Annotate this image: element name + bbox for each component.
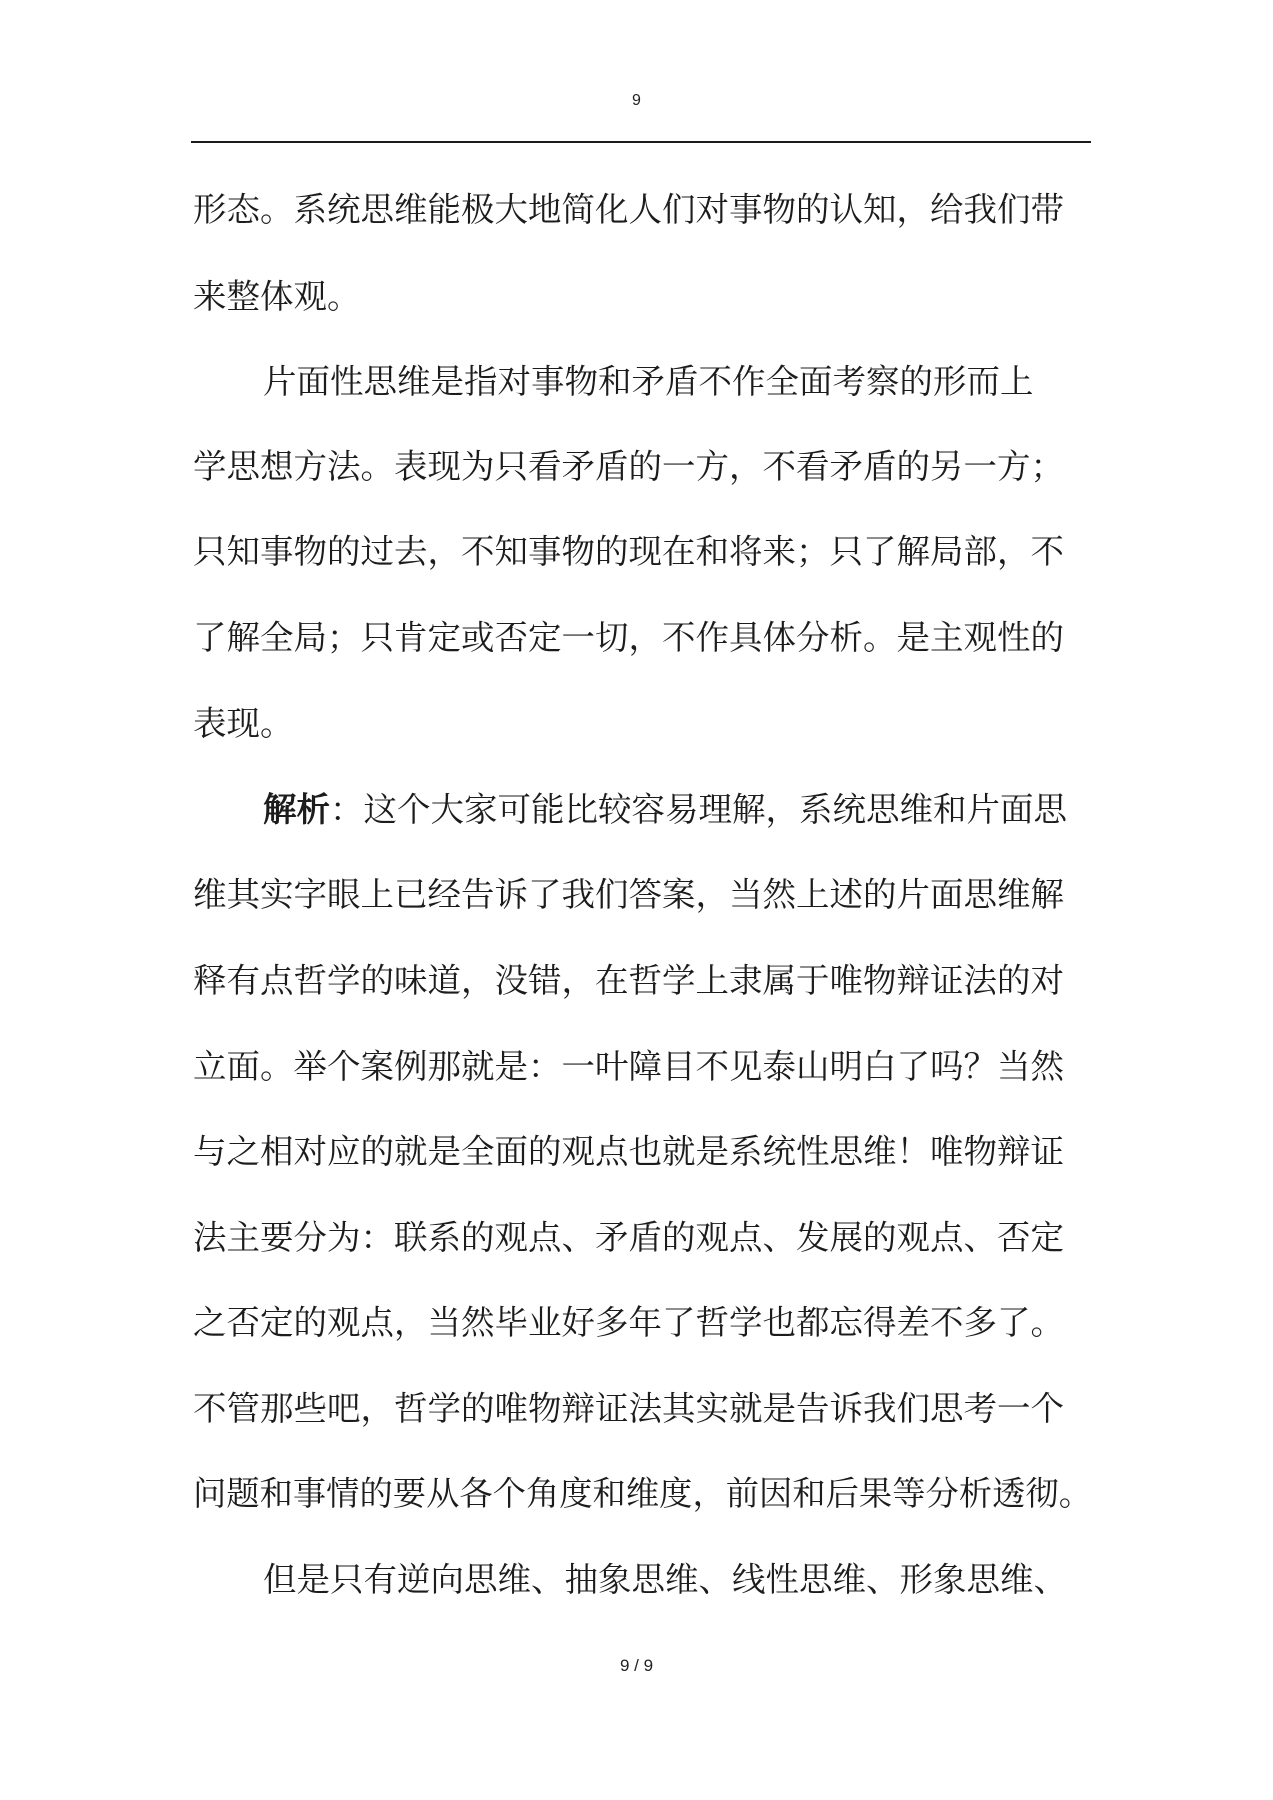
text-line: 表现。 (193, 704, 294, 743)
text-line: 形态。系统思维能极大地简化人们对事物的认知，给我们带 (193, 190, 1064, 229)
text-line: 问题和事情的要从各个角度和维度，前因和后果等分析透彻。 (193, 1474, 1093, 1513)
header-divider (191, 141, 1091, 143)
analysis-first-line (263, 790, 1067, 830)
text-line: 与之相对应的就是全面的观点也就是系统性思维！唯物辩证 (193, 1132, 1064, 1171)
analysis-label: 解析 (263, 790, 330, 829)
text-line: 释有点哲学的味道，没错，在哲学上隶属于唯物辩证法的对 (193, 961, 1064, 1000)
header-page-number: 9 (632, 92, 641, 109)
text-line: 不管那些吧，哲学的唯物辩证法其实就是告诉我们思考一个 (193, 1389, 1064, 1428)
text-line: 法主要分为：联系的观点、矛盾的观点、发展的观点、否定 (193, 1218, 1064, 1257)
text-line: 只知事物的过去，不知事物的现在和将来；只了解局部，不 (193, 532, 1064, 571)
text-line: 了解全局；只肯定或否定一切，不作具体分析。是主观性的 (193, 618, 1064, 657)
analysis-text: ：这个大家可能比较容易理解，系统思维和片面思 (330, 790, 1067, 829)
text-line: 学思想方法。表现为只看矛盾的一方，不看矛盾的另一方； (193, 447, 1064, 486)
paragraph-first-line: 片面性思维是指对事物和矛盾不作全面考察的形而上 (263, 362, 1034, 401)
text-line: 之否定的观点，当然毕业好多年了哲学也都忘得差不多了。 (193, 1303, 1064, 1342)
text-line: 立面。举个案例那就是：一叶障目不见泰山明白了吗？当然 (193, 1047, 1064, 1086)
text-line: 来整体观。 (193, 277, 361, 316)
paragraph-first-line: 但是只有逆向思维、抽象思维、线性思维、形象思维、 (263, 1560, 1067, 1599)
page-indicator: 9 / 9 (619, 1656, 654, 1675)
text-line: 维其实字眼上已经告诉了我们答案，当然上述的片面思维解 (193, 875, 1064, 914)
